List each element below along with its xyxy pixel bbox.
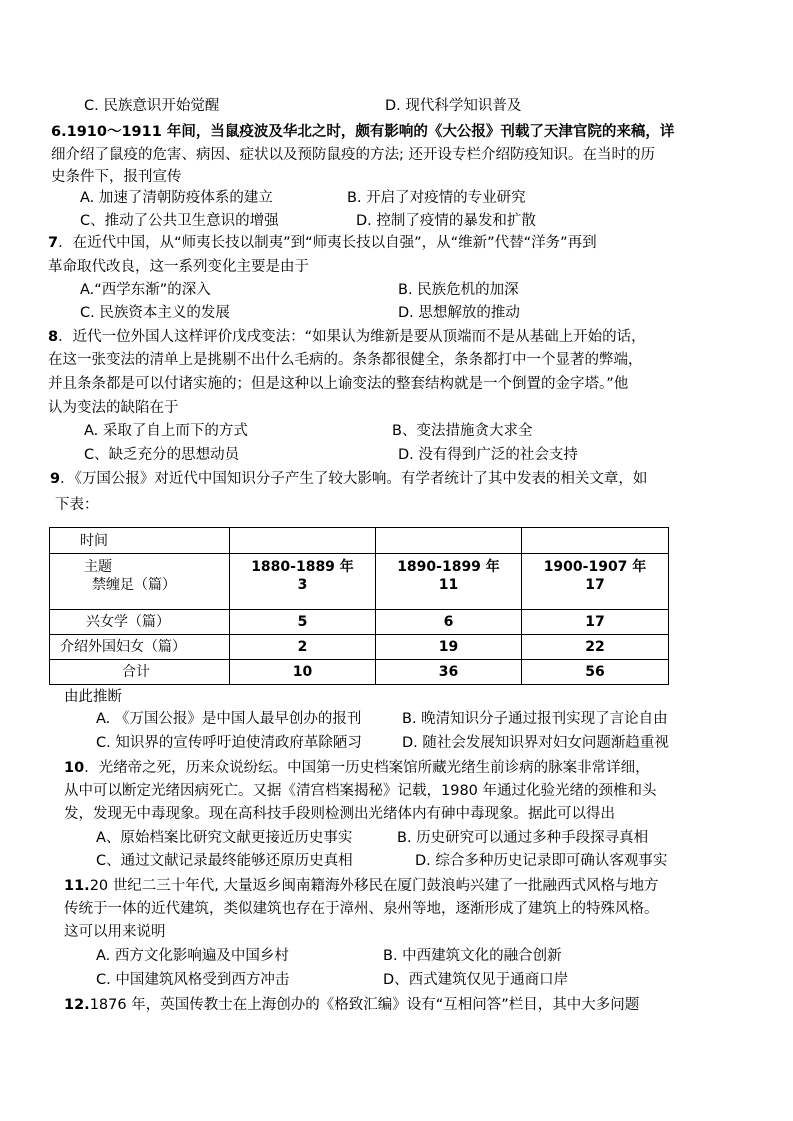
period-1-label: 1880-1889 年 [251,559,354,575]
table-row-label: 兴女学（篇） [50,610,230,635]
q8-option-b[interactable]: B、变法措施贪大求全 [392,423,533,439]
q9-option-b[interactable]: B. 晚清知识分子通过报刊实现了言论自由 [402,711,668,727]
q11-number: 11. [64,878,90,894]
q10-option-b[interactable]: B. 历史研究可以通过多种手段探寻真相 [397,830,649,846]
q8-line-1 [48,327,646,347]
q10-text-1: ．光绪帝之死，历来众说纷纭。中国第一历史档案馆所藏光绪生前诊病的脉案非常详细， [84,760,650,776]
q9-line-2: 下表： [55,497,99,513]
table-value: 6 [376,610,522,635]
table-value: 22 [522,635,669,660]
q9-option-c[interactable]: C. 知识界的宣传呼吁迫使清政府革除陋习 [96,735,362,751]
q11-text-1: 20 世纪二三十年代, 大量返乡闽南籍海外移民在厦门鼓浪屿兴建了一批融西式风格与地方 [89,878,659,894]
q11-line-2: 传统于一体的近代建筑，类似建筑也存在于漳州、泉州等地，逐渐形成了建筑上的特殊风格。 [64,901,659,917]
q9-line-1 [50,469,647,489]
q7-line-1 [48,233,597,253]
table-value: 10 [230,660,376,685]
table-header-time-row [50,528,669,554]
q10-option-d[interactable]: D. 综合多种历史记录即可确认客观事实 [415,853,668,869]
table-row [50,610,669,635]
q8-number: 8 [48,329,59,345]
q8-option-a[interactable]: A. 采取了自上而下的方式 [84,423,248,439]
q10-number: 10 [64,760,85,776]
table-value: 17 [522,610,669,635]
q7-line-2: 革命取代改良，这一系列变化主要是由于 [48,259,309,275]
q10-option-a[interactable]: A、原始档案比研究文献更接近历史事实 [96,830,353,846]
table-cell [376,554,522,610]
q6-option-b[interactable]: B. 开启了对疫情的专业研究 [347,190,526,206]
table-row [50,554,669,610]
q9-option-d[interactable]: D. 随社会发展知识界对妇女问题渐趋重视 [402,735,669,751]
q6-option-d[interactable]: D. 控制了疫情的暴发和扩散 [356,213,536,229]
q8-option-d[interactable]: D. 没有得到广泛的社会支持 [398,447,578,463]
period-3-label: 1900-1907 年 [543,559,647,575]
q10-line-1 [64,758,650,778]
q10-line-3: 发，发现无中毒现象。现在高科技手段则检测出光绪体内有砷中毒现象。据此可以得出 [64,806,615,822]
q12-text-1: 1876 年，英国传教士在上海创办的《格致汇编》设有“互相问答”栏目，其中大多问题 [89,997,640,1013]
q7-option-c[interactable]: C. 民族资本主义的发展 [80,305,230,321]
table-value: 19 [376,635,522,660]
q11-line-1 [64,876,658,896]
table-empty-cell [230,528,376,554]
q6-line-1 [51,122,674,142]
q8-line-4: 认为变法的缺陷在于 [48,400,179,416]
q7-number: 7 [48,235,59,251]
table-value: 17 [585,577,605,593]
q7-option-d[interactable]: D. 思想解放的推动 [398,305,520,321]
period-2-label: 1890-1899 年 [397,559,500,575]
table-row [50,635,669,660]
table-cell [522,554,669,610]
q9-text-1: ．《万国公报》对近代中国知识分子产生了较大影响。有学者统计了其中发表的相关文章，如 [60,471,648,487]
table-row-label: 介绍外国妇女（篇） [50,635,230,660]
q9-conclusion: 由此推断 [64,689,122,705]
q6-text-1: 1910～1911 年间，当鼠疫波及华北之时，颇有影响的《大公报》刊载了天津官院的来稿，详 [66,124,675,140]
q10-option-c[interactable]: C、通过文献记录最终能够还原历史真相 [96,853,353,869]
q12-line-1 [64,995,639,1015]
prev-option-d[interactable]: D. 现代科学知识普及 [385,98,522,114]
prev-option-c[interactable]: C. 民族意识开始觉醒 [84,98,220,114]
table-value: 3 [297,577,308,593]
table-row-header [50,554,230,610]
table-value: 56 [522,660,669,685]
q11-option-d[interactable]: D、西式建筑仅见于通商口岸 [383,972,569,988]
table-empty-cell [522,528,669,554]
q7-option-b[interactable]: B. 民族危机的加深 [398,282,519,298]
q9-number: 9 [50,471,61,487]
table-corner-time: 时间 [50,528,230,554]
table-empty-cell [376,528,522,554]
table-value: 36 [376,660,522,685]
q8-text-1: ．近代一位外国人这样评价戊戌变法：“如果认为维新是要从顶端而不是从基础上开始的话， [58,329,646,345]
q12-number: 12. [64,997,90,1013]
table-row [50,660,669,685]
table-value: 2 [230,635,376,660]
q9-option-a[interactable]: A. 《万国公报》是中国人最早创办的报刊 [96,711,362,727]
q8-option-c[interactable]: C、缺乏充分的思想动员 [84,447,240,463]
table-value: 11 [438,577,459,593]
table-row-label: 合计 [50,660,230,685]
q6-line-3: 史条件下，报刊宣传 [51,169,182,185]
table-value: 5 [230,610,376,635]
q11-option-c[interactable]: C. 中国建筑风格受到西方冲击 [96,972,290,988]
q7-text-1: ．在近代中国，从“师夷长技以制夷”到“师夷长技以自强”，从“维新”代替“洋务”再到 [58,235,597,251]
q7-option-a[interactable]: A.“西学东渐”的深入 [80,282,211,298]
q6-number: 6. [51,124,67,140]
q6-option-c[interactable]: C、推动了公共卫生意识的增强 [80,213,279,229]
q10-line-2: 从中可以断定光绪因病死亡。又据《清宫档案揭秘》记载，1980 年通过化验光绪的颈椎和头 [64,783,657,799]
q11-line-3: 这可以用来说明 [64,924,166,940]
q6-line-2: 细介绍了鼠疫的危害、病因、症状以及预防鼠疫的方法; 还开设专栏介绍防疫知识。在当时的历 [51,147,655,163]
q6-option-a[interactable]: A. 加速了清朝防疫体系的建立 [80,190,273,206]
q8-line-2: 在这一张变法的清单上是挑剔不出什么毛病的。条条都很健全，条条都打中一个显著的弊端， [48,352,643,368]
q11-option-a[interactable]: A. 西方文化影响遍及中国乡村 [96,948,289,964]
table-cell [230,554,376,610]
statistics-table [49,527,669,685]
q8-line-3: 并且条条都是可以付诸实施的；但是这种以上谕变法的整套结构就是一个倒置的金字塔。”他 [48,376,629,392]
table-row-label: 禁缠足（篇） [92,577,176,593]
q11-option-b[interactable]: B. 中西建筑文化的融合创新 [383,948,562,964]
table-corner-topic: 主题 [84,559,112,575]
